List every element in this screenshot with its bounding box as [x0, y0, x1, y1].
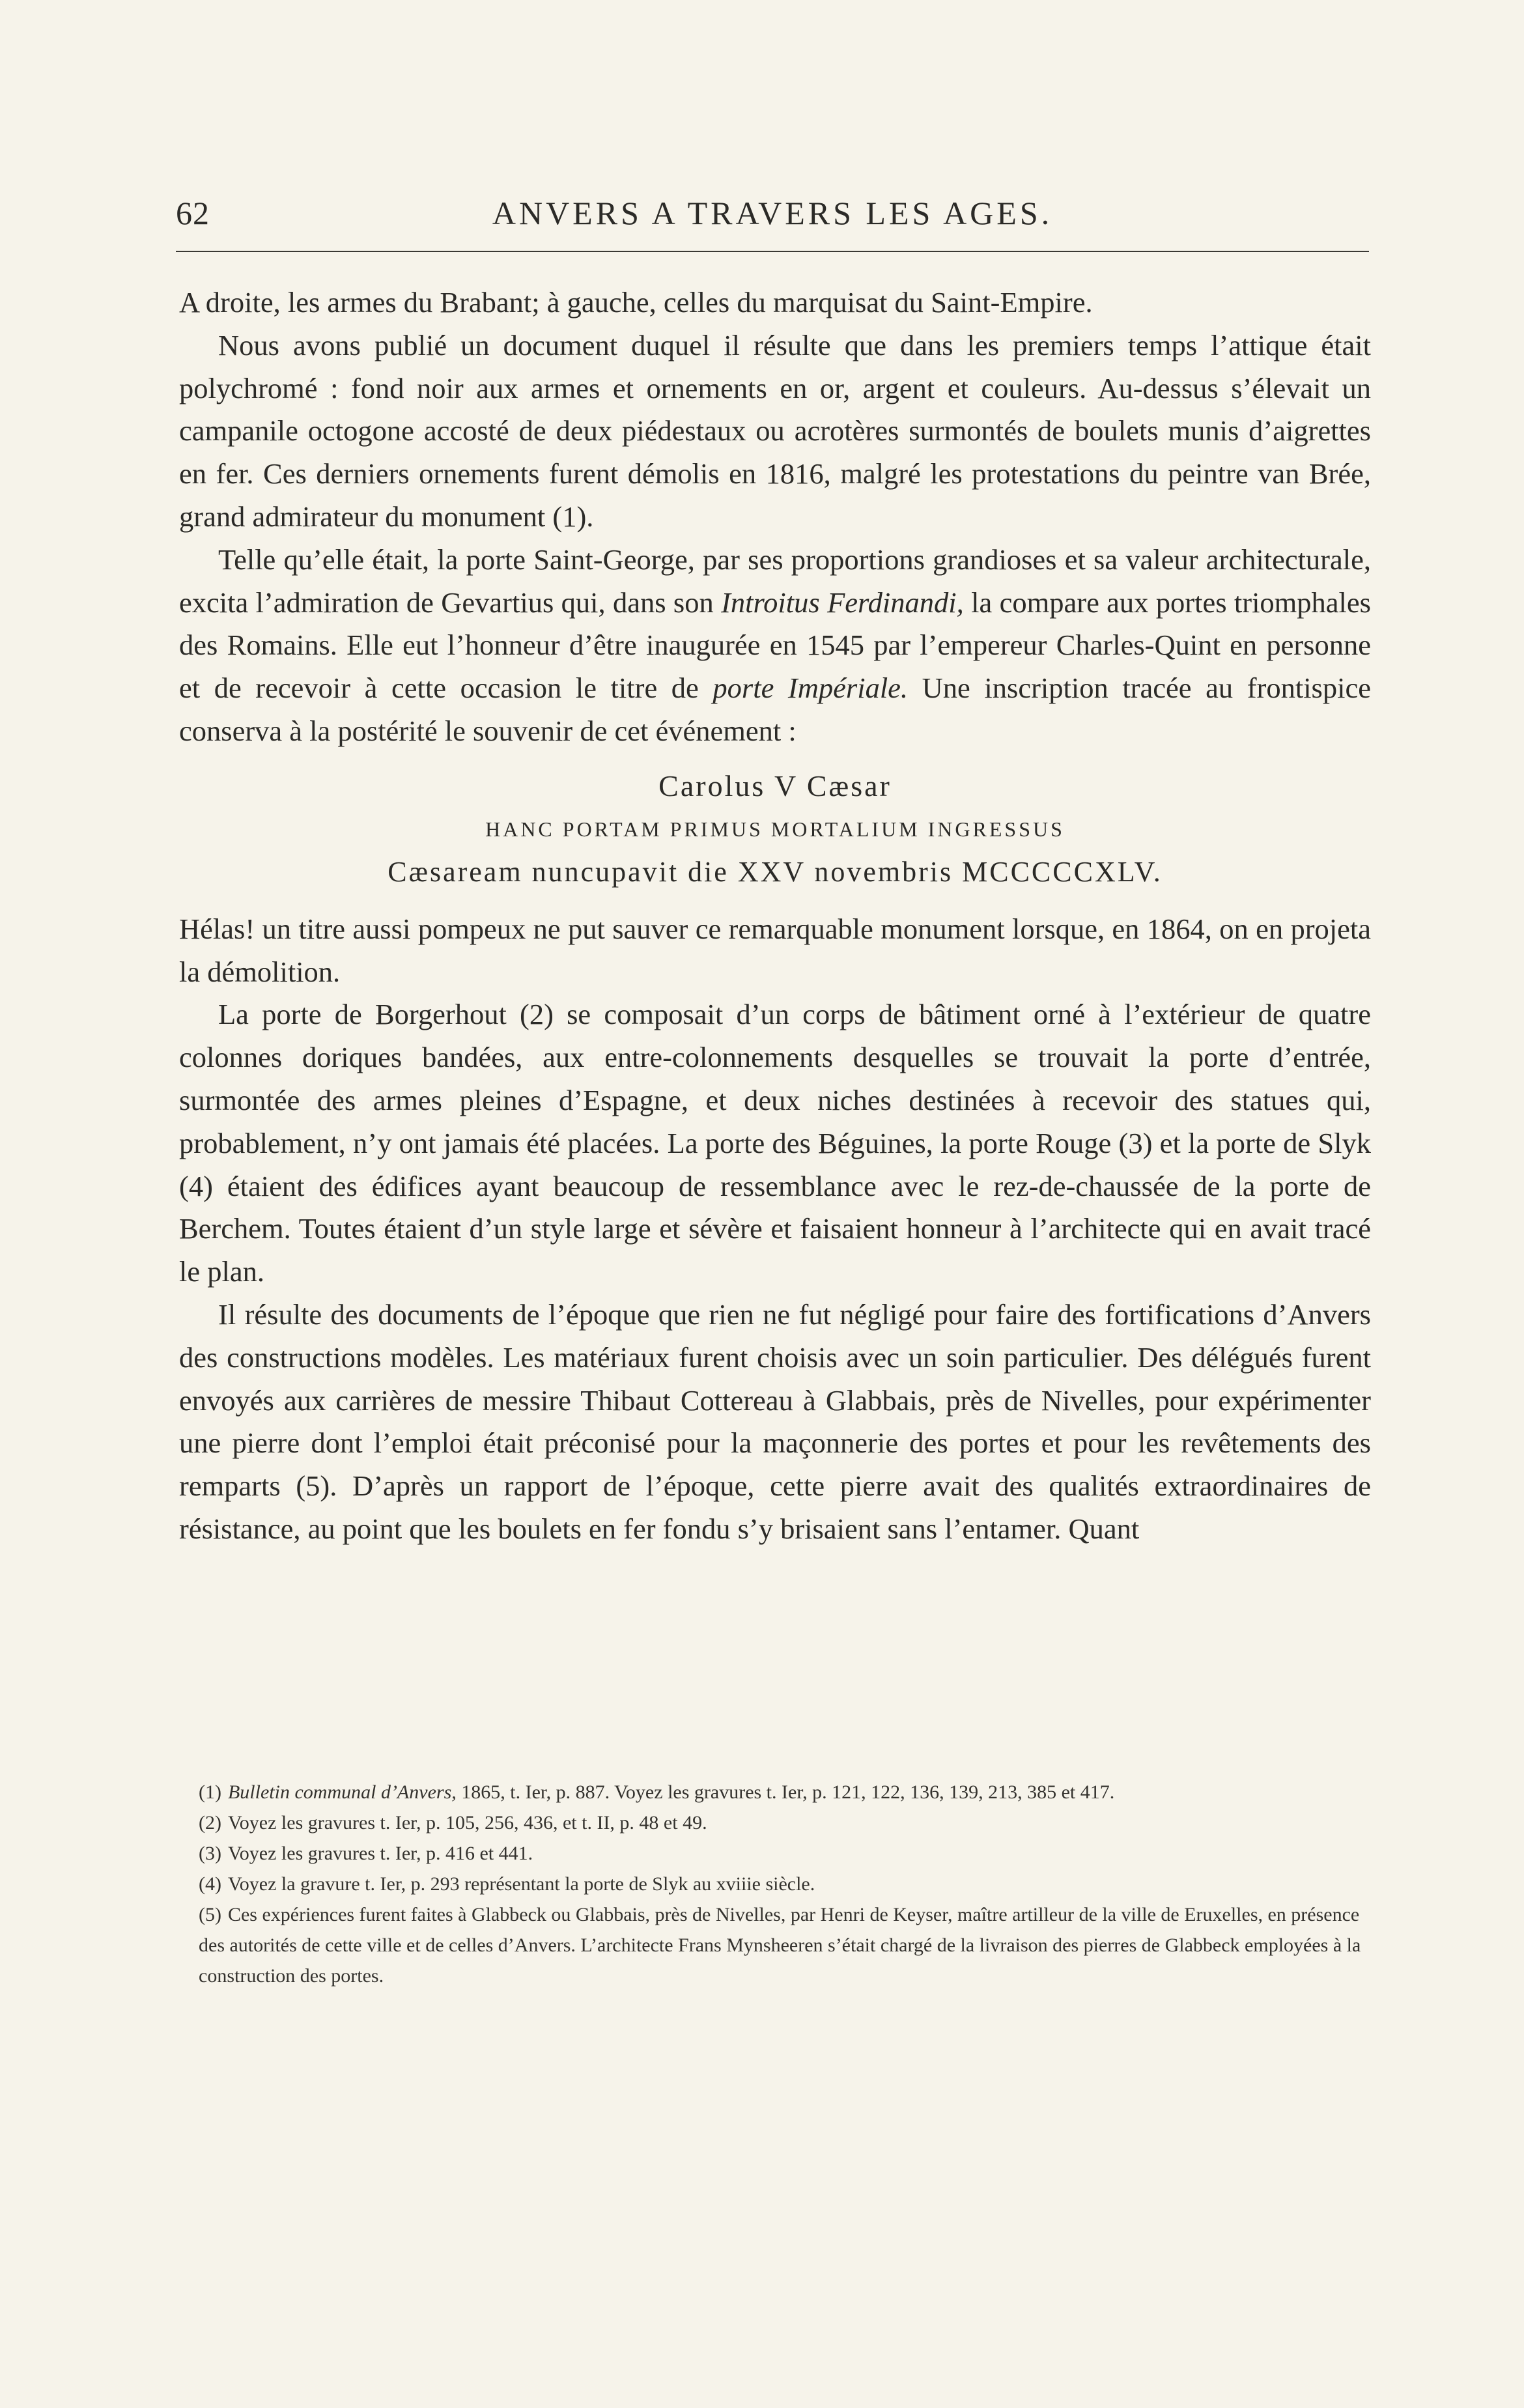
- paragraph-2: Nous avons publié un document duquel il résulte que dans les premiers temps l’attique était polychromé : fond noir aux armes et ornements en or, argent et couleurs. Au-dessus s’élevait un campanile octogone accosté de deux piédestaux ou acrotères surmontés de boulets munis d’aigrettes en fer. Ces derniers ornements furent démolis en 1816, malgré les protestations du peintre van Brée, grand admirateur du monument (1).: [179, 328, 1371, 533]
- footnote-2: [199, 1807, 1371, 1838]
- footnote-3-number: (3): [199, 1843, 221, 1864]
- footnote-5: [199, 1899, 1371, 1991]
- footnote-5-number: (5): [199, 1904, 221, 1925]
- inscription-line-3: Cæsaream nuncupavit die XXV novembris MCCCCCXLV.: [388, 855, 1163, 888]
- footnote-2-text: Voyez les gravures t. Ier, p. 105, 256, 436, et t. II, p. 48 et 49.: [227, 1812, 707, 1834]
- footnote-2-number: (2): [199, 1812, 221, 1834]
- paragraph-3-part-c: Une inscription tracée au frontispice conserva à la postérité le souvenir de cet événement :: [179, 672, 1371, 747]
- footnote-1-title: Bulletin communal d’Anvers,: [227, 1781, 457, 1803]
- footnote-1-number: (1): [199, 1781, 221, 1803]
- paragraph-1: A droite, les armes du Brabant; à gauche, celles du marquisat du Saint-Empire.: [179, 286, 1093, 319]
- page-number: 62: [176, 195, 210, 231]
- paragraph-3: [179, 539, 1371, 753]
- main-text: [179, 281, 1371, 1551]
- footnote-4: [199, 1869, 1371, 1899]
- paragraph-5: La porte de Borgerhout (2) se composait d’un corps de bâtiment orné à l’extérieur de quatre colonnes doriques bandées, aux entre-colonnements desquelles se trouvait la porte d’entrée, surmontée des armes pleines d’Espagne, et deux niches destinées à recevoir des statues qui, probablement, n’y ont jamais été placées. La porte des Béguines, la porte Rouge (3) et la porte de Slyk (4) étaient des édifices ayant beaucoup de ressemblance avec le rez-de-chaussée de la porte de Berchem. Toutes étaient d’un style large et sévère et faisaient honneur à l’architecte qui en avait tracé le plan.: [179, 998, 1371, 1288]
- footnote-3: [199, 1838, 1371, 1869]
- footnotes: [199, 1777, 1371, 1991]
- footnote-1-text: 1865, t. Ier, p. 887. Voyez les gravures t. Ier, p. 121, 122, 136, 139, 213, 385 et 417.: [456, 1781, 1115, 1803]
- running-title: ANVERS A TRAVERS LES AGES.: [492, 195, 1053, 231]
- footnote-4-number: (4): [199, 1873, 221, 1895]
- page-header: [176, 194, 1369, 246]
- paragraph-3-part-a: Telle qu’elle était, la porte Saint-George, par ses proportions grandioses et sa valeur architecturale, excita l’admiration de Gevartius qui, dans son: [179, 543, 1371, 619]
- porte-imperiale: porte Impériale.: [713, 672, 909, 705]
- footnote-5-text: Ces expériences furent faites à Glabbeck ou Glabbais, près de Nivelles, par Henri de Keyser, maître artilleur de la ville de Eruxelles, en présence des autorités de cette ville et de celles d’Anvers. L’architecte Frans Mynsheeren s’était chargé de la livraison des pierres de Glabbeck employées à la construction des portes.: [199, 1904, 1361, 1987]
- introitus-title: Introitus Ferdinandi,: [721, 586, 964, 619]
- paragraph-3-part-b: la compare aux portes triomphales des Romains. Elle eut l’honneur d’être inaugurée en 1545 par l’empereur Charles-Quint en personne et de recevoir à cette occasion le titre de: [179, 586, 1371, 705]
- paragraph-6: Il résulte des documents de l’époque que rien ne fut négligé pour faire des fortifications d’Anvers des constructions modèles. Les matériaux furent choisis avec un soin particulier. Des délégués furent envoyés aux carrières de messire Thibaut Cottereau à Glabbais, près de Nivelles, pour expérimenter une pierre dont l’emploi était préconisé pour la maçonnerie des portes et pour les revêtements des remparts (5). D’après un rapport de l’époque, cette pierre avait des qualités extraordinaires de résistance, au point que les boulets en fer fondu s’y brisaient sans l’entamer. Quant: [179, 1297, 1371, 1545]
- footnote-4-text: Voyez la gravure t. Ier, p. 293 représentant la porte de Slyk au xviiie siècle.: [227, 1873, 815, 1895]
- footnote-3-text: Voyez les gravures t. Ier, p. 416 et 441.: [227, 1843, 533, 1864]
- footnote-1: [199, 1777, 1371, 1807]
- inscription-line-2: HANC PORTAM PRIMUS MORTALIUM INGRESSUS: [485, 817, 1065, 841]
- inscription: [179, 765, 1371, 894]
- paragraph-4: Hélas! un titre aussi pompeux ne put sauver ce remarquable monument lorsque, en 1864, on en projeta la démolition.: [179, 912, 1371, 988]
- inscription-line-1: Carolus V Cæsar: [658, 769, 892, 802]
- header-rule: [176, 251, 1369, 252]
